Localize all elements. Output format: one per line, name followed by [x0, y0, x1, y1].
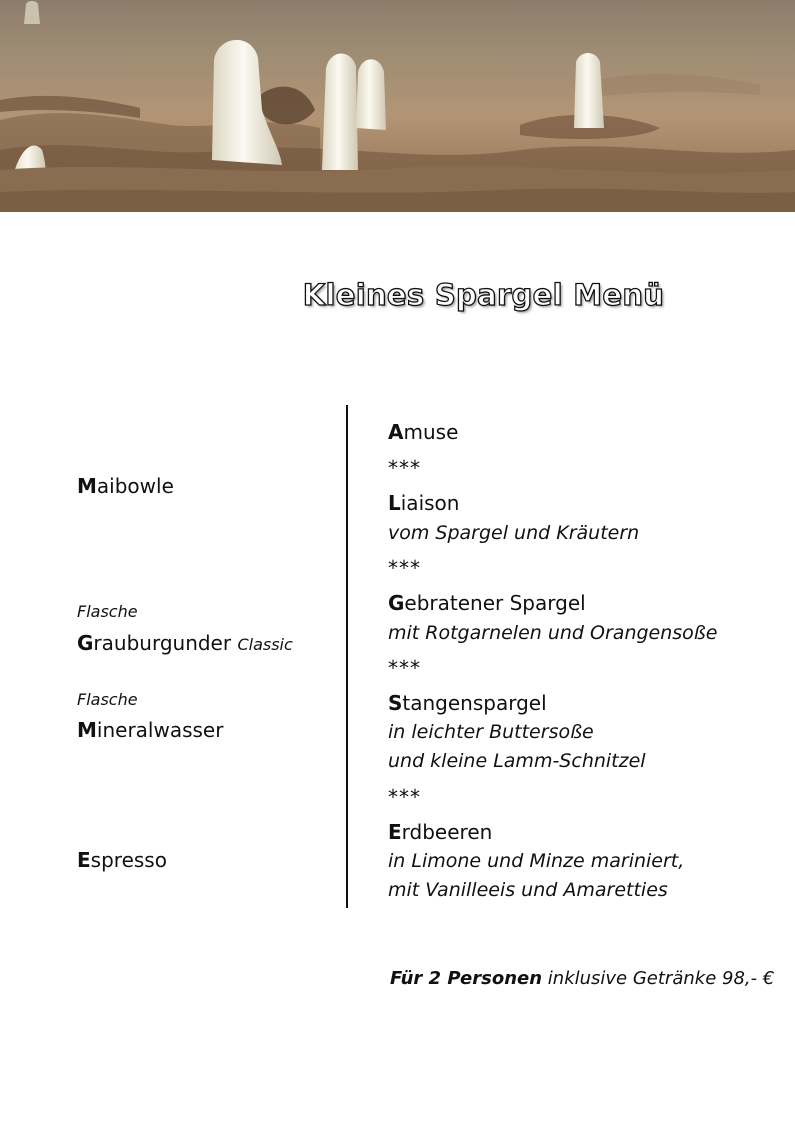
- drink-mineralwasser: Mineralwasser: [77, 718, 224, 742]
- column-divider: [346, 405, 348, 908]
- course-description: mit Vanilleeis und Amaretties: [388, 879, 668, 901]
- course-stangenspargel: Stangenspargel: [388, 691, 547, 715]
- drink-note-bottle: Flasche: [77, 602, 138, 621]
- drink-grauburgunder: Grauburgunder Classic: [77, 631, 293, 655]
- course-description: in Limone und Minze mariniert,: [388, 850, 685, 872]
- course-separator: ***: [388, 785, 421, 809]
- course-gebratener-spargel: Gebratener Spargel: [388, 591, 586, 615]
- course-description: mit Rotgarnelen und Orangensoße: [388, 622, 718, 644]
- course-separator: ***: [388, 656, 421, 680]
- course-separator: ***: [388, 556, 421, 580]
- course-separator: ***: [388, 456, 421, 480]
- menu-title: Kleines Spargel Menü: [302, 278, 665, 312]
- drink-note-bottle: Flasche: [77, 690, 138, 709]
- course-description: in leichter Buttersoße: [388, 721, 594, 743]
- drink-espresso: Espresso: [77, 848, 167, 872]
- course-description: und kleine Lamm-Schnitzel: [388, 750, 646, 772]
- header-photo: [0, 0, 795, 212]
- course-liaison: Liaison: [388, 491, 460, 515]
- course-erdbeeren: Erdbeeren: [388, 820, 493, 844]
- price-note: [390, 968, 774, 989]
- price-amount: inklusive Getränke 98,- €: [547, 968, 775, 989]
- course-amuse: Amuse: [388, 420, 459, 444]
- price-persons: Für 2 Personen: [390, 968, 543, 989]
- course-description: vom Spargel und Kräutern: [388, 522, 640, 544]
- drink-maibowle: Maibowle: [77, 474, 174, 498]
- drink-variant: Classic: [237, 635, 293, 654]
